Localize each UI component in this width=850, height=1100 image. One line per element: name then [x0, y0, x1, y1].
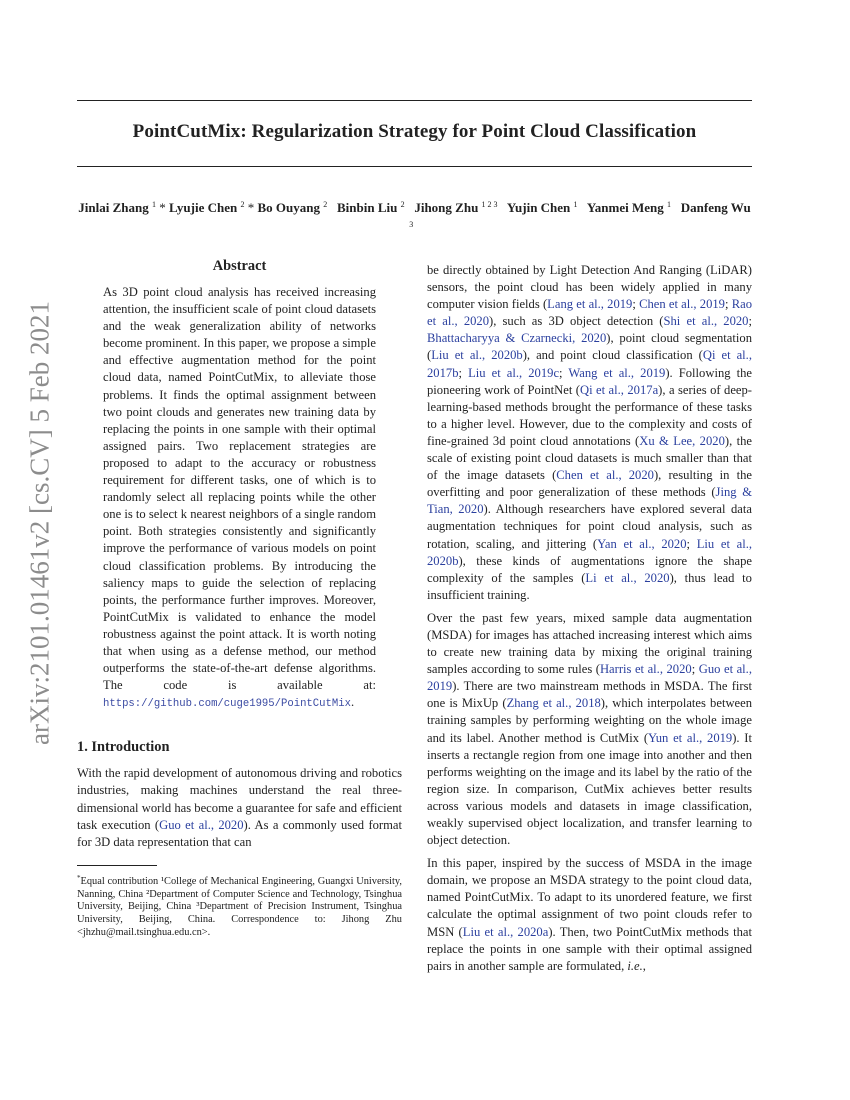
- text-run: ), a series of deep-learning-based methods brought the performance of these tasks to a higher level. However, due to the complexity and costs of fine-grained 3d point cloud annotations (: [427, 382, 753, 448]
- title-bottom-rule: [77, 166, 752, 167]
- intro-paragraph-1: [77, 765, 402, 850]
- text-run: ), such as 3D object detection (: [489, 314, 664, 329]
- footnote: [77, 872, 402, 940]
- citation-link[interactable]: Liu et al., 2020b: [431, 348, 523, 363]
- text-run: be directly obtained by Light Detection And Ranging (LiDAR) sensors, the point cloud has been widely applied in many computer vision fields (: [427, 263, 752, 312]
- text-run: ;: [559, 365, 569, 380]
- code-url-link[interactable]: https://github.com/cuge1995/PointCutMix: [103, 698, 351, 711]
- author-list: [77, 196, 752, 236]
- citation-link[interactable]: Chen et al., 2019: [639, 297, 725, 312]
- citation-link[interactable]: Jing & Tian, 2020: [427, 485, 752, 517]
- citation-link[interactable]: Qi et al., 2017b: [427, 348, 752, 380]
- abstract-body: [103, 284, 376, 713]
- text-run: In this paper, inspired by the success of MSDA in the image domain, we propose an MSDA strategy to the point cloud data, named PointCutMix. To adapt to its unordered feature, we first calculate the optimal assignment of two point clouds refer to MSN (: [427, 856, 752, 939]
- right-paragraph-2: [427, 610, 752, 849]
- text-run: ,: [642, 958, 646, 973]
- left-column: [77, 258, 402, 940]
- abstract-text: As 3D point cloud analysis has received increasing attention, the insufficient scale of point cloud datasets and the weak generalization ability of networks become prominent. In this paper, we propose a simple and effective augmentation method for the point cloud data, named PointCutMix, to alleviate those problems. It finds the optimal assignment between two point clouds and generates new training data by replacing the points in one sample with their optimal assigned pairs. Two replacement strategies are proposed to adapt to the accuracy or robustness requirement for different tasks, one of which is to randomly select all replacing points while the other one is to select k nearest neighbors of a single random point. Both strategies consistently and significantly improve the performance of various models on point cloud classification problems. By introducing the saliency maps to guide the selection of replacing points, the performance further improves. Moreover, PointCutMix is validated to enhance the model robustness against the point attack. It is worth noting that when using as a defense method, our method outperforms the state-of-the-art defense algorithms. The code is available at:: [103, 285, 376, 693]
- author-affiliation-mark: 2: [400, 200, 405, 209]
- text-run: ). It inserts a rectangle region from one image into another and then performs weighting on the image and its label by the ratio of the region size. In comparison, CutMix achieves better results across various models and datasets in image classification, weakly supervised object localization, and transfer learning to object detection.: [427, 730, 752, 848]
- text-run: ), the scale of existing point cloud datasets is much smaller than that of the image datasets (: [427, 433, 753, 483]
- author-affiliation-mark: 1: [573, 200, 578, 209]
- text-run: ). Then, two PointCutMix methods that replace the points in one sample with their optimal assigned pairs in another sample are formulated,: [427, 924, 753, 973]
- citation-link[interactable]: Harris et al., 2020: [599, 662, 692, 677]
- text-run: ), and point cloud classification (: [522, 348, 703, 363]
- text-run: ). Although researchers have explored several data augmentation techniques for point cloud analysis, such as rotation, scaling, and jittering (: [427, 502, 752, 551]
- footnote-divider: [77, 865, 157, 866]
- author-affiliation-mark: 1: [667, 200, 671, 209]
- citation-link[interactable]: Rao et al., 2020: [427, 297, 752, 329]
- author-affiliation-mark: 2: [323, 200, 328, 209]
- right-paragraph-1: [427, 262, 752, 604]
- text-run: ), resulting in the overfitting and poor generalization of these methods (: [427, 468, 752, 500]
- author-7: Yanmei Meng $^1$: [586, 200, 671, 215]
- right-column: [427, 262, 752, 975]
- author-8: Danfeng Wu $^3$: [409, 200, 751, 229]
- text-run: With the rapid development of autonomous driving and robotics industries, making machines understand the real three-dimensional world has become a guarantee for safe and efficient task execution (: [77, 766, 402, 832]
- author-5: Jihong Zhu $^{1 2 3}$: [414, 200, 498, 215]
- text-run: Over the past few years, mixed sample data augmentation (MSDA) for images has attached increasing interest which aims to create new training data by mixing the original training samples according to some rules (: [427, 610, 752, 677]
- citation-link[interactable]: Wang et al., 2019: [568, 365, 666, 380]
- text-run: ;: [748, 314, 752, 329]
- text-run: ;: [691, 662, 699, 677]
- text-run: ), these kinds of augmentations ignore the shape complexity of the samples (: [427, 553, 752, 585]
- author-6: Yujin Chen $^1$: [506, 200, 578, 215]
- citation-link[interactable]: Chen et al., 2020: [556, 468, 654, 483]
- citation-link[interactable]: Guo et al., 2019: [427, 662, 752, 694]
- citation-link[interactable]: Xu & Lee, 2020: [639, 433, 725, 448]
- equal-contribution-mark: *: [244, 200, 258, 215]
- text-run: ;: [724, 297, 732, 312]
- paper-title: PointCutMix: Regularization Strategy for Point Cloud Classification: [132, 121, 697, 142]
- author-2: Lyujie Chen $^2$ *: [168, 200, 258, 215]
- citation-link[interactable]: Lang et al., 2019: [547, 297, 633, 312]
- author-4: Binbin Liu $^2$: [336, 200, 405, 215]
- author-affiliation-mark: 1 2 3: [481, 200, 498, 209]
- author-1: Jinlai Zhang $^1$ *: [78, 200, 169, 215]
- citation-link[interactable]: Liu et al., 2019c: [468, 365, 560, 380]
- citation-link[interactable]: Guo et al., 2020: [159, 817, 244, 832]
- section-heading-introduction: 1. Introduction: [77, 739, 170, 756]
- author-3: Bo Ouyang $^2$: [257, 200, 328, 215]
- citation-link[interactable]: Zhang et al., 2018: [506, 696, 601, 711]
- citation-link[interactable]: Yan et al., 2020: [597, 536, 687, 551]
- italic-text: i.e.: [627, 958, 643, 973]
- citation-link[interactable]: Liu et al., 2020b: [427, 536, 753, 568]
- citation-link[interactable]: Qi et al., 2017a: [579, 382, 659, 397]
- text-run: ). As a commonly used format for 3D data representation that can: [77, 817, 403, 849]
- text-run: ), thus lead to insufficient training.: [427, 570, 752, 602]
- footnote-text: Equal contribution ¹College of Mechanical Engineering, Guangxi University, Nanning, China ²Department of Computer Science and Technology, Tsinghua University, Beijing, China ³Department of Precision Instrument, Tsinghua University, Beijing, China. Correspondence to: Jihong Zhu <jhzhu@mail.tsinghua.edu.cn>.: [77, 875, 402, 938]
- arxiv-identifier: arXiv:2101.01461v2 [cs.CV] 5 Feb 2021: [24, 301, 55, 745]
- text-run: ;: [632, 297, 640, 312]
- citation-link[interactable]: Li et al., 2020: [585, 570, 670, 585]
- abstract-heading: Abstract: [212, 258, 267, 274]
- citation-link[interactable]: Shi et al., 2020: [663, 314, 749, 329]
- text-run: ), point cloud segmentation (: [427, 331, 752, 363]
- citation-link[interactable]: Bhattacharyya & Czarnecki, 2020: [427, 331, 607, 346]
- citation-link[interactable]: Yun et al., 2019: [648, 730, 733, 745]
- text-run: ), which interpolates between training samples by performing weighting on the whole image and its label. Another method is CutMix (: [427, 696, 753, 745]
- abstract-end: .: [350, 695, 355, 710]
- text-run: ;: [458, 365, 469, 380]
- text-run: ). There are two mainstream methods in MSDA. The first one is MixUp (: [427, 679, 752, 711]
- author-affiliation-mark: 1: [151, 200, 156, 209]
- equal-contribution-mark: *: [155, 200, 169, 215]
- text-run: ). Following the pioneering work of PointNet (: [427, 365, 753, 397]
- title-top-rule: [77, 100, 752, 101]
- right-paragraph-3: [427, 855, 752, 975]
- author-affiliation-mark: 2: [240, 200, 245, 209]
- text-run: ;: [686, 536, 697, 551]
- footnote-asterisk: *: [77, 873, 81, 882]
- author-affiliation-mark: 3: [409, 220, 414, 229]
- citation-link[interactable]: Liu et al., 2020a: [462, 924, 549, 939]
